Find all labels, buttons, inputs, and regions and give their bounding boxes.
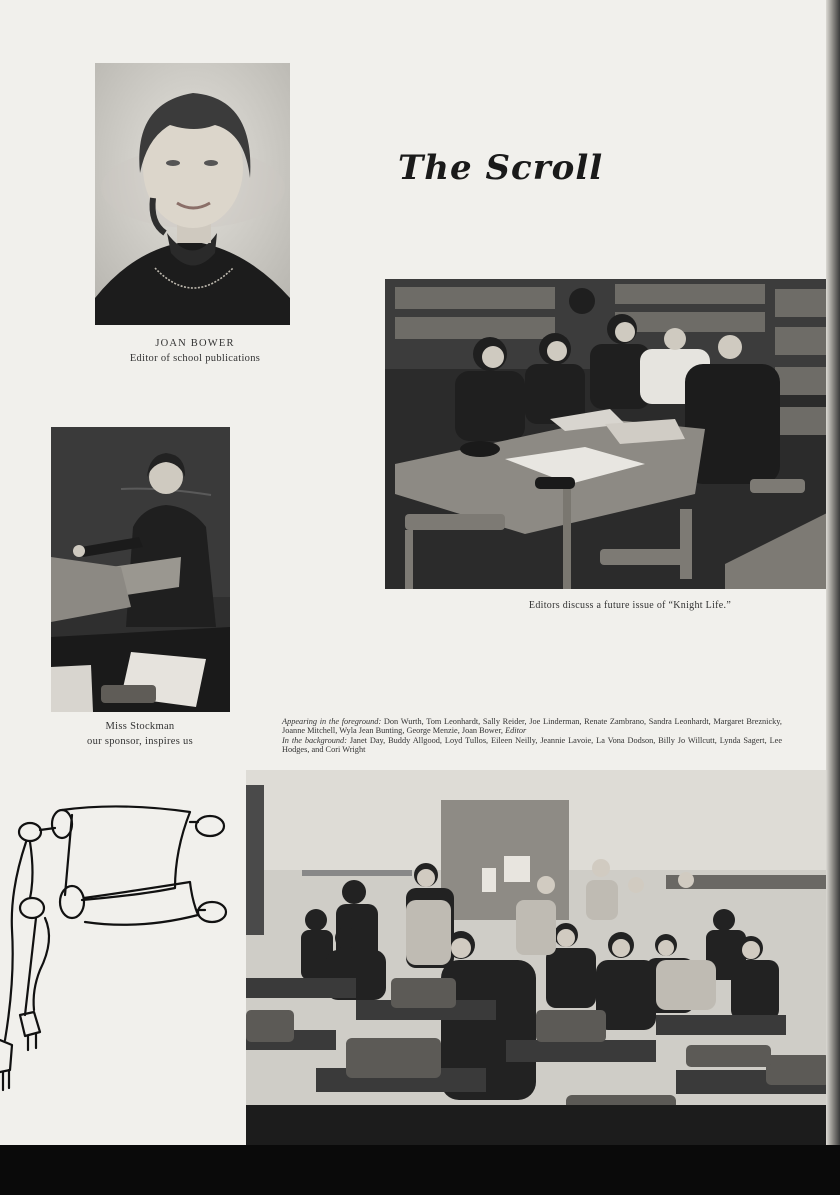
sponsor-photo (51, 427, 230, 712)
credits-foreground-names: Don Wurth, Tom Leonhardt, Sally Reider, Joe Linderman, Renate Zambrano, Sandra Leonhardt, Margaret Breznicky, Joanne Mitchell, Wyla Jean Bunting, George Menzie, Joan Bower, (282, 717, 782, 736)
page-binding-shadow (826, 0, 840, 1145)
scan-bottom-band (0, 1145, 840, 1195)
portrait-photo (95, 63, 290, 325)
credits-foreground-label: Appearing in the foreground: (282, 717, 382, 726)
credits-editor-tag: Editor (505, 726, 527, 736)
sponsor-role: our sponsor, inspires us (87, 736, 193, 747)
credits-foreground (282, 717, 782, 736)
scroll-illustration-icon (0, 800, 240, 1100)
sponsor-name: Miss Stockman (105, 721, 175, 732)
portrait-caption (95, 336, 295, 366)
portrait-role: Editor of school publications (129, 353, 261, 364)
classroom-photo (246, 770, 830, 1145)
library-photo (385, 279, 835, 589)
photo-credits (282, 717, 782, 755)
credits-background-label: In the background: (282, 735, 347, 745)
library-caption: Editors discuss a future issue of “Knight Life.” (528, 600, 732, 611)
portrait-name: JOAN BOWER (155, 338, 235, 349)
credits-background (282, 736, 782, 755)
page-title: The Scroll (398, 148, 604, 188)
credits-background-names: Janet Day, Buddy Allgood, Loyd Tullos, Eileen Neilly, Jeannie Lavoie, La Vona Dodson, Billy Jo Willcutt, Lynda Sagert, Lee Hodges, and Cori Wright (282, 735, 783, 755)
sponsor-caption (60, 719, 220, 749)
